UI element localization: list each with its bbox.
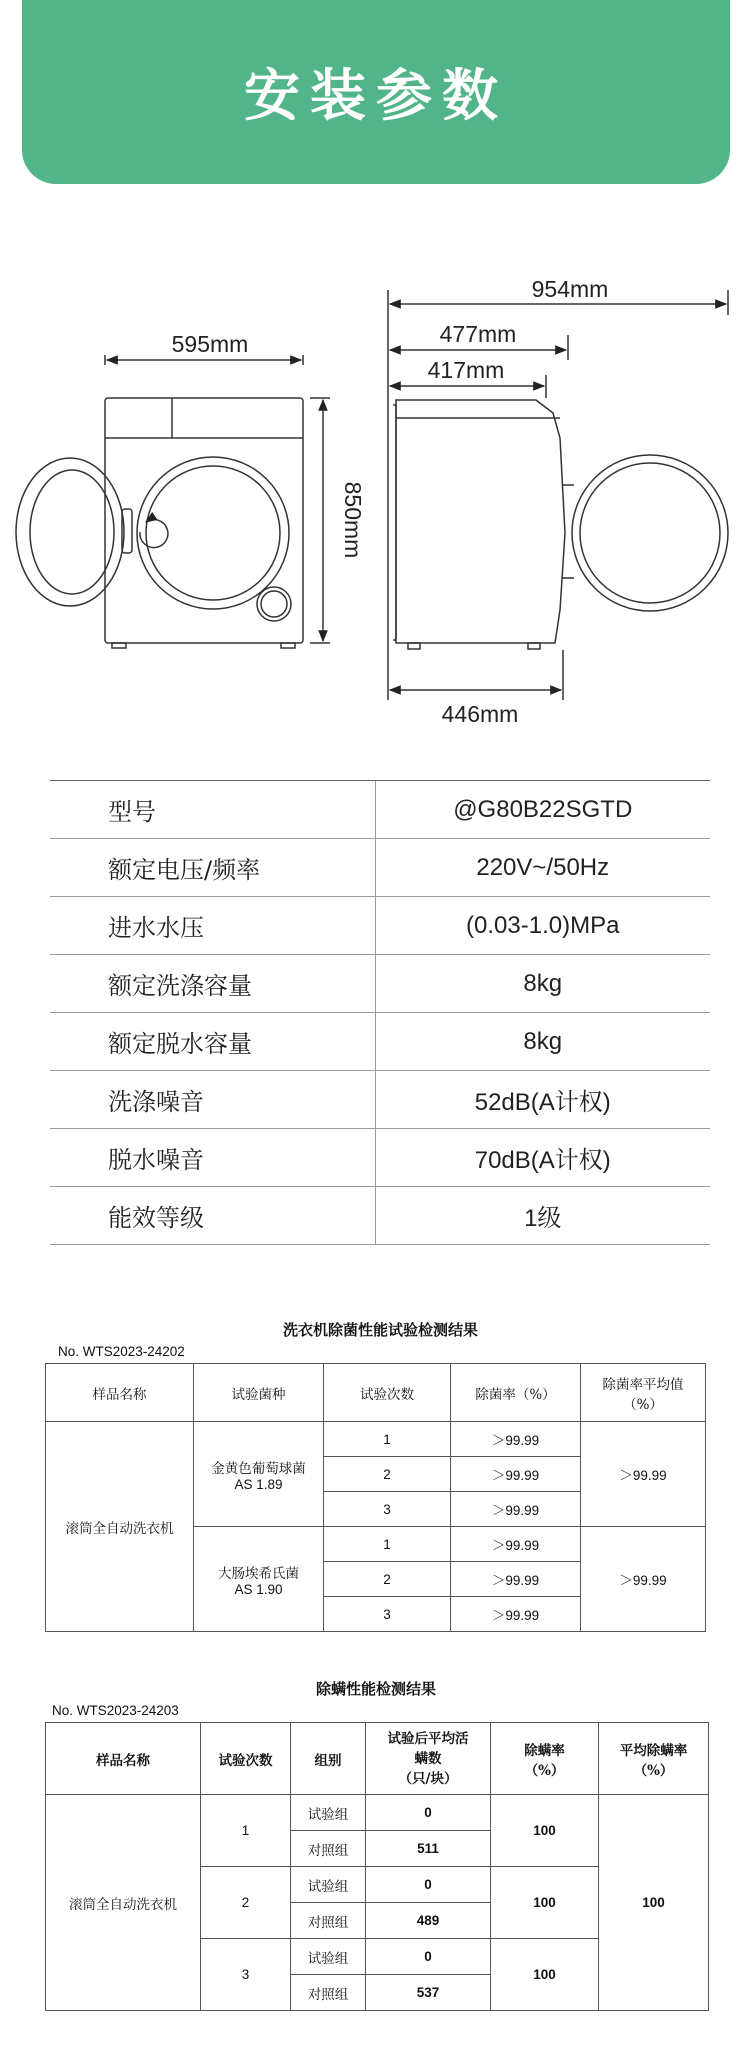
mite-count: 0 [366,1867,491,1903]
trial-number: 2 [324,1562,451,1597]
header-line: 除螨率 [524,1742,565,1759]
header-line: （%） [633,1762,674,1779]
header-cell: 试验次数 [201,1723,291,1795]
strain-cell [194,1422,324,1527]
table-header-row [46,1723,709,1795]
strain-code: AS 1.89 [234,1476,283,1492]
average-rate: ＞99.99 [581,1422,706,1527]
mite-count: 489 [366,1903,491,1939]
spec-label: 洗涤噪音 [50,1071,375,1129]
dim-total-depth: 954mm [531,276,609,302]
header-cell [599,1723,709,1795]
header-line: 平均除螨率 [619,1742,688,1759]
spec-value: 8kg [375,955,710,1013]
group-label: 对照组 [291,1903,366,1939]
dimension-drawing [0,260,750,740]
spec-row [50,1071,710,1129]
header-cell: 样品名称 [46,1364,194,1422]
sample-name: 滚筒全自动洗衣机 [46,1795,201,2011]
page-title: 安装参数 [244,64,508,129]
sample-name: 滚筒全自动洗衣机 [46,1422,194,1632]
spec-row [50,1187,710,1245]
dim-base-depth: 446mm [441,701,519,727]
sterilization-rate: ＞99.99 [451,1597,581,1632]
mite-count: 0 [366,1939,491,1975]
header-cell: 组别 [291,1723,366,1795]
trial-number: 2 [201,1867,291,1939]
strain-code: AS 1.90 [234,1581,283,1597]
trial-number: 3 [324,1597,451,1632]
report1-number: No. WTS2023-24202 [58,1344,185,1359]
spec-value: 52dB(A计权) [375,1071,710,1129]
sterilization-rate: ＞99.99 [451,1492,581,1527]
sterilization-rate: ＞99.99 [451,1422,581,1457]
spec-value: 70dB(A计权) [375,1129,710,1187]
header-line: 螨数 [414,1750,442,1767]
header-cell [491,1723,599,1795]
group-label: 对照组 [291,1975,366,2011]
dimension-diagram [0,260,750,740]
trial-number: 3 [324,1492,451,1527]
sterilization-table [45,1363,706,1632]
spec-row [50,955,710,1013]
spec-label: 脱水噪音 [50,1129,375,1187]
spec-label: 能效等级 [50,1187,375,1245]
group-label: 试验组 [291,1795,366,1831]
average-mite-removal-rate: 100 [599,1795,709,2011]
spec-value: 220V~/50Hz [375,839,710,897]
spec-label: 型号 [50,781,375,839]
average-rate: ＞99.99 [581,1527,706,1632]
trial-number: 1 [324,1527,451,1562]
dim-height: 850mm [340,481,366,559]
report2-title: 除螨性能检测结果 [316,1680,437,1698]
spec-label: 额定脱水容量 [50,1013,375,1071]
table-header-row [46,1364,706,1422]
header-line: 除菌率平均值 [602,1376,684,1393]
trial-number: 1 [201,1795,291,1867]
header-line: （%） [524,1762,565,1779]
sterilization-rate: ＞99.99 [451,1457,581,1492]
spec-row [50,839,710,897]
sterilization-rate: ＞99.99 [451,1527,581,1562]
header-cell: 样品名称 [46,1723,201,1795]
report1-title: 洗衣机除菌性能试验检测结果 [283,1321,479,1339]
spec-table [50,780,710,1245]
dim-depth-477: 477mm [439,321,517,347]
spec-row [50,1013,710,1071]
mite-removal-rate: 100 [491,1867,599,1939]
group-label: 试验组 [291,1939,366,1975]
mite-count: 537 [366,1975,491,2011]
dim-depth-417: 417mm [427,357,505,383]
header-cell: 试验次数 [324,1364,451,1422]
spec-label: 进水水压 [50,897,375,955]
group-label: 试验组 [291,1867,366,1903]
spec-label: 额定电压/频率 [50,839,375,897]
strain-name: 大肠埃希氏菌 [218,1565,299,1582]
mite-count: 0 [366,1795,491,1831]
mite-count: 511 [366,1831,491,1867]
strain-cell [194,1527,324,1632]
report2-number: No. WTS2023-24203 [52,1703,179,1718]
spec-value: (0.03-1.0)MPa [375,897,710,955]
spec-value: 8kg [375,1013,710,1071]
trial-number: 1 [324,1422,451,1457]
mite-removal-rate: 100 [491,1939,599,2011]
strain-name: 金黄色葡萄球菌 [211,1460,306,1477]
trial-number: 3 [201,1939,291,2011]
table-row [46,1422,706,1457]
spec-value: @G80B22SGTD [375,781,710,839]
spec-row [50,1129,710,1187]
spec-row [50,781,710,839]
header-cell [581,1364,706,1422]
sterilization-rate: ＞99.99 [451,1562,581,1597]
trial-number: 2 [324,1457,451,1492]
header-line: （只/块） [398,1770,458,1787]
mite-removal-table [45,1722,709,2011]
spec-label: 额定洗涤容量 [50,955,375,1013]
header-cell [366,1723,491,1795]
table-row [46,1795,709,1831]
dim-front-width: 595mm [171,331,249,357]
spec-row [50,897,710,955]
group-label: 对照组 [291,1831,366,1867]
header-line: （%） [623,1396,663,1413]
header-banner [22,0,730,184]
spec-value: 1级 [375,1187,710,1245]
header-cell: 试验菌种 [194,1364,324,1422]
mite-removal-rate: 100 [491,1795,599,1867]
header-line: 试验后平均活 [387,1730,469,1747]
header-cell: 除菌率（%） [451,1364,581,1422]
